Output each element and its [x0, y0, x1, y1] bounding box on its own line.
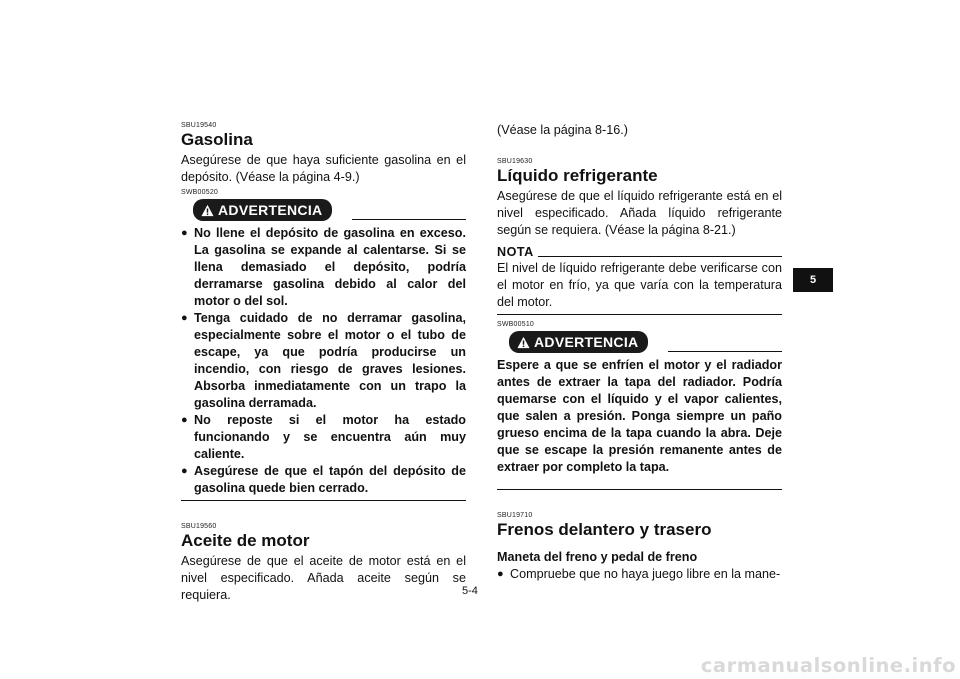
section-title: Aceite de motor	[181, 531, 310, 550]
warning-rule	[668, 351, 782, 352]
section-liquido	[497, 158, 782, 490]
warning-label: ADVERTENCIA	[534, 334, 639, 350]
note-end-rule	[497, 314, 782, 315]
warning-body	[181, 225, 466, 497]
section-frenos	[497, 512, 782, 583]
warning-rule	[352, 219, 466, 220]
left-column	[181, 122, 466, 604]
section-title: Gasolina	[181, 130, 253, 149]
subsection-title: Maneta del freno y pedal de freno	[497, 549, 698, 564]
list-item: ● No llene el depósito de gasolina en exceso. La gasolina se expande al calentarse. Si se llena demasiado el depósito, podría derramarse gasolina debido al calor del motor o del sol.	[181, 226, 466, 308]
bullet-dot-icon: ●	[181, 227, 188, 239]
section-gasolina	[181, 122, 466, 501]
section-title: Líquido refrigerante	[497, 166, 658, 185]
list-item: ● No reposte si el motor ha estado funcionando y se encuentra aún muy caliente.	[181, 413, 466, 461]
section-body: Asegúrese de que haya suficiente gasolina en el depósito. (Véase la página 4-9.)	[181, 153, 466, 184]
right-column	[497, 122, 782, 583]
warning-badge	[509, 331, 648, 353]
warning-triangle-icon	[517, 336, 530, 349]
continuation-text: (Véase la página 8-16.)	[497, 123, 628, 137]
note-rule	[538, 256, 782, 257]
bullet-dot-icon: ●	[181, 312, 188, 324]
chapter-tab: 5	[793, 268, 833, 292]
list-item: ● Asegúrese de que el tapón del depósito de gasolina quede bien cerrado.	[181, 464, 466, 495]
section-title: Frenos delantero y trasero	[497, 519, 712, 539]
warning-end-rule	[497, 489, 782, 490]
warning-code: SWB00520	[181, 189, 219, 196]
warning-badge	[193, 199, 332, 221]
warning-triangle-icon	[201, 204, 214, 217]
warning-header	[497, 331, 782, 353]
section-code: SBU19710	[497, 511, 533, 519]
warning-body: Espere a que se enfríen el motor y el radiador antes de extraer la tapa del radiador. Podría quemarse con el líquido y el vapor calientes, que salen a presión. Ponga siempre un paño grueso encima de la tapa cuando la abra. Deje que se escape la presión remanente antes de extraer por completo la tapa.	[497, 358, 782, 474]
note-body: El nivel de líquido refrigerante debe verificarse con el motor en frío, ya que varía con la temperatura del motor.	[497, 261, 782, 309]
section-code: SBU19630	[497, 158, 533, 165]
list-item: ● Compruebe que no haya juego libre en la mane-	[497, 566, 781, 581]
section-body: Asegúrese de que el líquido refrigerante está en el nivel especificado. Añada líquido refrigerante según se requiera. (Véase la página 8-21.)	[497, 189, 782, 237]
list-item: ● Tenga cuidado de no derramar gasolina, especialmente sobre el motor o el tubo de escape, ya que podría producirse un incendio, con riesgo de graves lesiones. Absorba inmediatamente con un trapo la gasolina derramada.	[181, 311, 466, 410]
note-label: NOTA	[497, 245, 534, 259]
watermark: carmanualsonline.info	[700, 654, 956, 677]
warning-code: SWB00510	[497, 321, 535, 328]
bullet-dot-icon: ●	[181, 414, 188, 426]
section-code: SBU19560	[181, 523, 217, 530]
bullet-dot-icon: ●	[181, 465, 188, 477]
bullet-dot-icon: ●	[497, 567, 504, 580]
note-header	[497, 245, 782, 260]
section-body: Asegúrese de que el aceite de motor está en el nivel especificado. Añada aceite según se requiera.	[181, 554, 466, 602]
warning-header	[181, 199, 466, 221]
section-code: SBU19540	[181, 122, 217, 129]
section-aceite	[181, 523, 466, 604]
page-number: 5-4	[462, 585, 478, 597]
warning-end-rule	[181, 500, 466, 501]
warning-label: ADVERTENCIA	[218, 202, 323, 218]
